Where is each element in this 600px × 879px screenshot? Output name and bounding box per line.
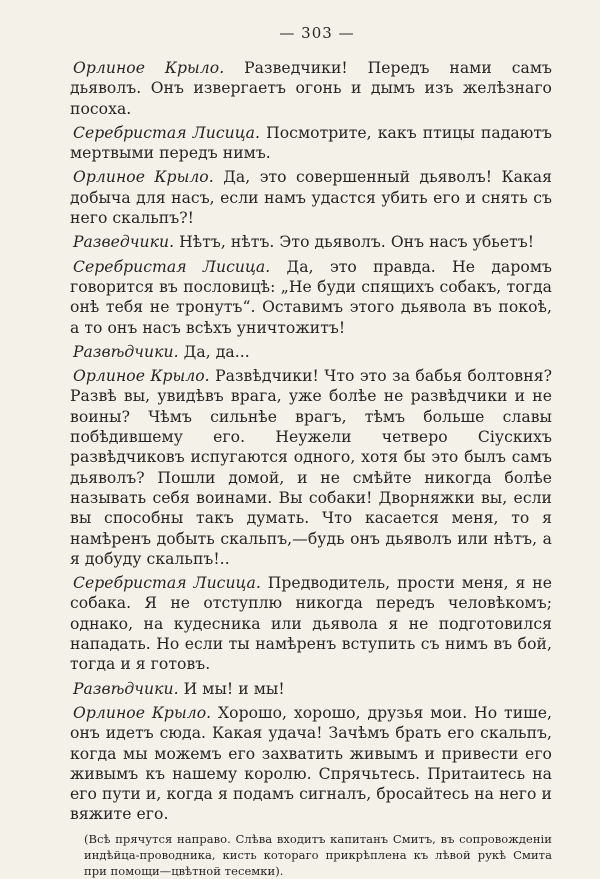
speaker-name: Серебристая Лисица.	[73, 257, 271, 276]
speaker-name: Разведчики.	[73, 233, 175, 252]
dialogue-text: Посмотрите, какъ птицы падаютъ мертвыми передъ нимъ.	[70, 123, 552, 163]
speaker-name: Орлиное Крыло.	[73, 59, 225, 77]
dialogue-line	[70, 58, 552, 119]
dialogue-line	[70, 573, 552, 674]
dialogue-text: Нѣтъ, нѣтъ. Это дьяволъ. Онъ насъ убьетъ!	[179, 233, 535, 252]
speaker-name: Орлиное Крыло.	[73, 168, 214, 187]
page-number: — 303 —	[279, 24, 355, 42]
dialogue-line	[70, 703, 552, 825]
dialogue-line	[70, 167, 552, 228]
dialogue-text: Да, да...	[183, 342, 250, 361]
dialogue-text: Хорошо, хорошо, друзья мои. Но тише, онъ идетъ сюда. Какая удача! Зачѣмъ брать его скальпъ, когда мы можемъ его захватить живымъ и привести его живымъ къ нашему королю. Спрячьтесь. Притаитесь на его пути и, когда я подамъ сигналъ, бросайтесь на него и вяжите его.	[70, 703, 552, 824]
stage-direction: (Всѣ прячутся направо. Слѣва входитъ капитанъ Смитъ, въ сопровожденіи индѣйца-проводника, кисть котораго прикрѣплена къ лѣвой рукѣ Смита при помощи—цвѣтной тесемки).	[84, 831, 552, 878]
dialogue-text: Да, это правда. Не даромъ говорится въ пословицѣ: „Не буди спящихъ собакъ, тогда онѣ тебя не тронутъ“. Оставимъ этого дьявола въ покоѣ, а то онъ насъ всѣхъ уничтожитъ!	[70, 257, 552, 337]
dialogue-text: И мы! и мы!	[183, 679, 285, 698]
dialogue-text: Развѣдчики! Что это за бабья болтовня? Развѣ вы, увидѣвъ врага, уже болѣе не развѣдчики и не воины? Чѣмъ сильнѣе врагъ, тѣмъ больше славы побѣдившему его. Неужели четверо Сіускихъ развѣдчиковъ испугаются одного, хотя бы это былъ самъ дьяволъ? Пошли домой, и не смѣйте никогда болѣе называть себя воинами. Вы собаки! Дворняжки вы, если вы способны такъ думать. Что касается меня, то я намѣренъ добыть скальпъ,—будь онъ дьяволъ или нѣтъ, а я добуду скальпъ!..	[70, 367, 552, 568]
dialogue-line	[70, 123, 552, 164]
dialogue-line	[70, 366, 552, 569]
speaker-name: Развѣдчики.	[73, 679, 179, 698]
speaker-name: Развѣдчики.	[73, 342, 179, 361]
dialogue-line	[70, 679, 552, 699]
dialogue-line	[70, 257, 552, 338]
speaker-name: Орлиное Крыло.	[73, 367, 210, 386]
dialogue-text: Предводитель, прости меня, я не собака. Я не отступлю никогда передъ человѣкомъ; однако, на кудесника или дьявола я не подготовился нападать. Но если ты намѣренъ вступить съ нимъ въ бой, тогда и я готовъ.	[70, 574, 552, 674]
speaker-name: Орлиное Крыло.	[73, 703, 212, 722]
dialogue-text: Разведчики! Передъ нами самъ дьяволъ. Онъ извергаетъ огонь и дымъ изъ желѣзнаго посоха.	[70, 59, 552, 118]
speaker-name: Серебристая Лисица.	[73, 123, 260, 142]
dialogue-line	[70, 342, 552, 362]
speaker-name: Серебристая Лисица.	[73, 574, 261, 593]
dialogue-text: Да, это совершенный дьяволъ! Какая добыча для насъ, если намъ удастся убить его и снять съ него скальпъ?!	[70, 168, 553, 228]
dialogue-line	[70, 232, 552, 252]
